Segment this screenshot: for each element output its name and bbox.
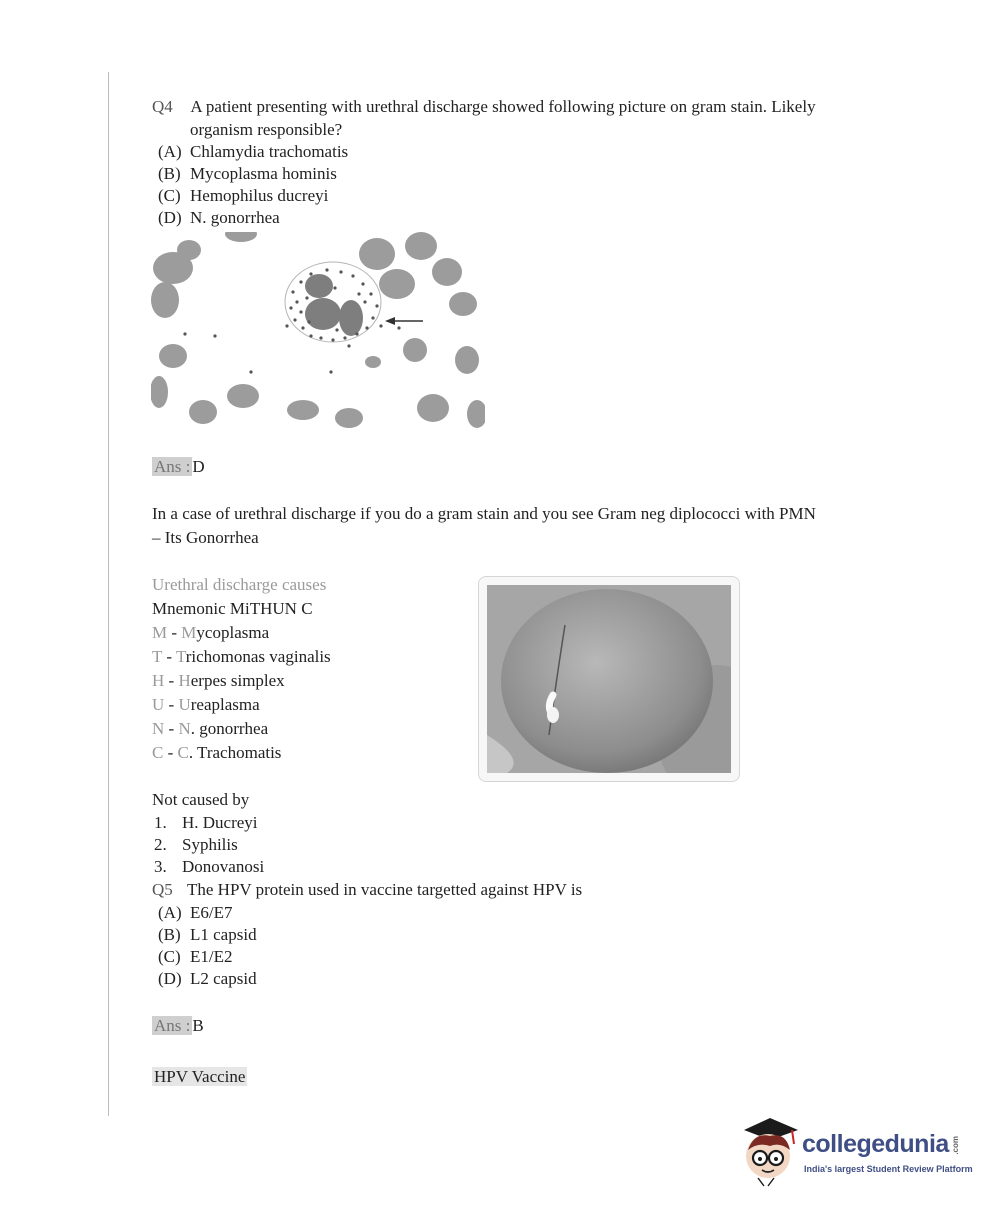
q4-question (152, 96, 816, 118)
q5-question-text: The HPV protein used in vaccine targetted against HPV is (186, 880, 583, 899)
cause-item: H - Herpes simplex (152, 671, 285, 690)
q4-option-b: (B) Mycoplasma hominis (158, 164, 337, 183)
q4-explanation-line2: – Its Gonorrhea (152, 528, 259, 547)
q5-option-a: (A) E6/E7 (158, 903, 233, 922)
q5-number: Q5 (152, 880, 173, 899)
not-caused-list (154, 812, 264, 878)
not-caused-item: 1. H. Ducreyi (154, 813, 258, 832)
q4-options (158, 141, 348, 229)
not-caused-heading: Not caused by (152, 790, 250, 809)
q4-option-d: (D) N. gonorrhea (158, 208, 280, 227)
not-caused-item: 3. Donovanosi (154, 857, 265, 876)
causes-heading: Urethral discharge causes (152, 575, 327, 594)
q4-question-line2: organism responsible? (190, 120, 343, 139)
q5-question (152, 879, 582, 901)
cause-item: U - Ureaplasma (152, 695, 260, 714)
collegedunia-logo (740, 1116, 972, 1188)
logo-name: collegedunia .com (802, 1130, 960, 1158)
cause-item: M - Mycoplasma (152, 623, 270, 642)
mnemonic: Mnemonic MiTHUN C (152, 599, 313, 618)
q5-option-b: (B) L1 capsid (158, 925, 257, 944)
q4-option-a: (A) Chlamydia trachomatis (158, 142, 349, 161)
q5-option-d: (D) L2 capsid (158, 969, 257, 988)
q5-answer-label: Ans : (154, 1016, 191, 1035)
q4-answer-value: D (192, 457, 205, 476)
q4-explanation-line1: In a case of urethral discharge if you do a gram stain and you see Gram neg diplococci with PMN (152, 504, 816, 523)
q5-options (158, 902, 257, 990)
q5-answer-value: B (192, 1016, 204, 1035)
clinical-photo-frame (478, 576, 740, 782)
mascot-icon (740, 1116, 802, 1188)
q4-question-line1: A patient presenting with urethral discharge showed following picture on gram stain. Likely (190, 97, 816, 116)
cause-item: T - Trichomonas vaginalis (152, 647, 331, 666)
hpv-vaccine-heading: HPV Vaccine (154, 1067, 246, 1086)
q4-number: Q4 (152, 97, 173, 116)
clinical-photo (487, 585, 731, 773)
cause-item: C - C. Trachomatis (152, 743, 282, 762)
not-caused-item: 2. Syphilis (154, 835, 238, 854)
q4-answer (152, 456, 205, 478)
cause-item: N - N. gonorrhea (152, 719, 269, 738)
q5-answer (152, 1015, 204, 1037)
q4-option-c: (C) Hemophilus ducreyi (158, 186, 329, 205)
q5-option-c: (C) E1/E2 (158, 947, 233, 966)
causes-list (152, 622, 472, 766)
q4-answer-label: Ans : (154, 457, 191, 476)
logo-tagline: India's largest Student Review Platform (804, 1164, 973, 1174)
page-margin-line (108, 72, 109, 1116)
gram-stain-image (151, 232, 485, 430)
